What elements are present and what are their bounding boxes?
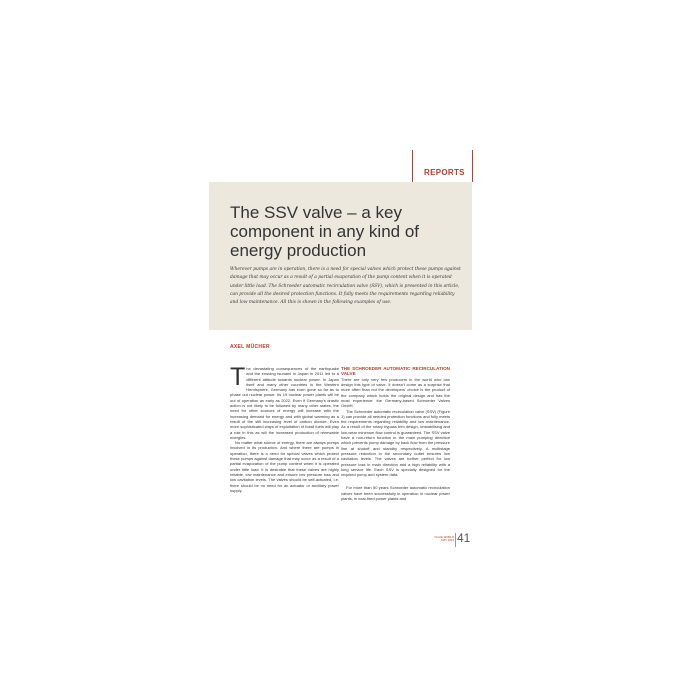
- section-subhead: THE SCHROEDER AUTOMATIC RECIRCULATION VALVE: [341, 366, 450, 377]
- body-paragraph: [230, 363, 339, 440]
- body-paragraph: There are only very few producers in the world who can design this type of valve. It doesn't come as a surprise that more often than not the developers' choice is the product of the company which holds the original design and has the most experience: the Germany-based Schroeder Valves GmbH.: [341, 376, 450, 409]
- folio-rule: [455, 533, 456, 547]
- journal-date-line: MAY 2013: [441, 538, 454, 543]
- page-folio: [421, 533, 471, 551]
- body-paragraph: For more than 50 years Schroeder automatic recirculation valves have been successfully in operation in nuclear power plants, in coal-fired power plants and: [341, 485, 450, 502]
- header-rule: [472, 150, 473, 182]
- journal-name-line: VALVE WORLD: [434, 535, 454, 539]
- page-number: 41: [457, 531, 471, 545]
- body-column-left: [230, 363, 339, 493]
- author-byline: AXEL MÜCHER: [230, 344, 270, 350]
- body-column-right: [341, 366, 450, 501]
- body-paragraph: The Schroeder automatic recirculation valve (SSV) (Figure 1) can provide all needed protection functions and fully meets the requirements regarding reliability and low maintenance. As a result of the rotary bypass trim design, unstabilising and low-wear minimum flow control is guaranteed. The SSV valve have a non-return function in the main pumping direction which prevents pump damage by back flow from the pressure line at shutoff and standby respectively. A multistage pressure reduction in the secondary outlet ensures low cavitation levels. The valves are further perfect for low pressure loss in main direction and a high reliability with a long service life. Each SSV is specially designed for the required pump and system data.: [341, 408, 450, 478]
- body-paragraph: No matter what source of energy, there are always pumps involved in its production. And where there are pumps in operation, there is a need for special valves which protect these pumps against damage that may occur as a result of a partial evaporation of the pump content when it is operated under little load. It is desirable that these valves are highly reliable, low maintenance and ensure low pressure loss and low cavitation levels. The valves should be self-actuated, i.e. there should be no need for an actuator or auxiliary power supply.: [230, 440, 339, 493]
- body-text: he devastating consequences of the earthquake and the ensuing tsunami in Japan in 2011 led to a different attitude towards nuclear power. In Japan itself and many other countries in the Western Hemisphere, Germany has even gone so far as to phase out nuclear power. Its 19 nuclear power plants will be out of operation as early as 2022. Even if Germany's drastic action is not likely to be followed by many other states, the need for other sources of energy will increase with the increasing demand for energy and with global warming as a result of the still increasing level of carbon dioxide. Even more sophisticated ways of exploitation of fossil fuels will play a role in this as will the increased production of renewable energies.: [230, 366, 339, 440]
- article-title: The SSV valve – a key component in any kind of energy production: [230, 203, 420, 260]
- journal-name: [421, 536, 454, 543]
- section-label: REPORTS: [424, 168, 465, 177]
- section-tab: [412, 150, 472, 182]
- article-intro: Wherever pumps are in operation, there is a need for special valves which protect these pumps against damage that may occur as a result of a partial evaporation of the pump content when it is operated under little load. The Schroeder automatic recirculation valve (SSV), which is presented in this article, can provide all the desired protection functions. It fully meets the requirements regarding reliability and low maintenance. All this is shown in the following examples of use.: [230, 267, 461, 306]
- drop-cap: T: [230, 363, 246, 391]
